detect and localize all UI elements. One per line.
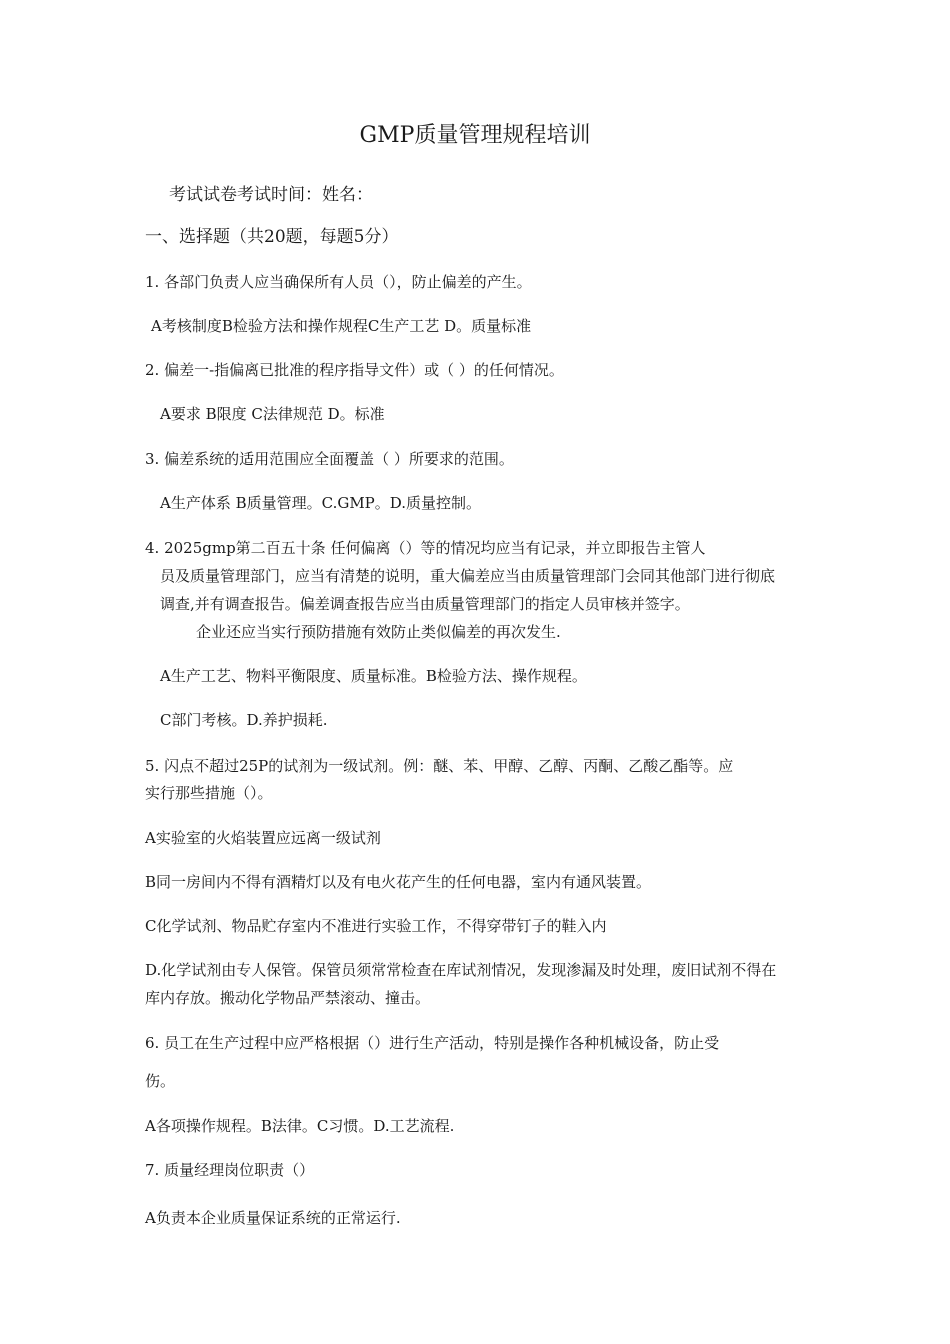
question-5-option-d-line-1: D.化学试剂由专人保管。保管员须常常检查在库试剂情况，发现渗漏及时处理，废旧试剂不得在 — [145, 961, 777, 979]
question-5-option-b: B同一房间内不得有酒精灯以及有电火花产生的任何电器，室内有通风装置。 — [145, 873, 652, 891]
question-5-option-a: A实验室的火焰装置应远离一级试剂 — [145, 829, 381, 847]
question-7-stem: 7. 质量经理岗位职责（） — [145, 1161, 315, 1179]
question-3-stem: 3. 偏差系统的适用范围应全面覆盖（ ）所要求的范围。 — [145, 450, 514, 468]
document-title: GMP质量管理规程培训 — [359, 123, 591, 148]
question-2-options: A要求 B限度 C法律规范 D。标准 — [160, 405, 385, 423]
question-4-stem-line-1: 4. 2025gmp第二百五十条 任何偏离（）等的情况均应当有记录，并立即报告主管人 — [145, 539, 706, 557]
question-4-options-line-1: A生产工艺、物料平衡限度、质量标准。B检验方法、操作规程。 — [160, 667, 587, 685]
question-1-stem: 1. 各部门负责人应当确保所有人员（），防止偏差的产生。 — [145, 273, 532, 291]
question-4-options-line-2: C部门考核。D.养护损耗. — [160, 711, 328, 729]
question-4-stem-line-3: 调查,并有调查报告。偏差调查报告应当由质量管理部门的指定人员审核并签字。 — [160, 595, 690, 613]
question-2-stem: 2. 偏差一-指偏离已批准的程序指导文件）或（ ）的任何情况。 — [145, 361, 564, 379]
question-5-stem-line-1: 5. 闪点不超过25P的试剂为一级试剂。例：醚、苯、甲醇、乙醇、丙酮、乙酸乙酯等。应 — [145, 757, 734, 775]
question-4-stem-line-4: 企业还应当实行预防措施有效防止类似偏差的再次发生. — [196, 623, 561, 641]
question-5-option-d-line-2: 库内存放。搬动化学物品严禁滚动、撞击。 — [145, 989, 431, 1007]
question-5-option-c: C化学试剂、物品贮存室内不准进行实验工作，不得穿带钉子的鞋入内 — [145, 917, 607, 935]
question-6-stem-line-2: 伤。 — [145, 1072, 176, 1090]
section-heading: 一、选择题（共20题，每题5分） — [145, 227, 399, 247]
question-4-stem-line-2: 员及质量管理部门，应当有清楚的说明，重大偏差应当由质量管理部门会同其他部门进行彻底 — [160, 567, 776, 585]
question-6-stem-line-1: 6. 员工在生产过程中应严格根据（）进行生产活动，特别是操作各种机械设备，防止受 — [145, 1034, 720, 1052]
question-7-option-a: A负责本企业质量保证系统的正常运行. — [145, 1209, 401, 1227]
question-6-options: A各项操作规程。B法律。C习惯。D.工艺流程. — [145, 1117, 455, 1135]
question-1-options: A考核制度B检验方法和操作规程C生产工艺 D。质量标准 — [151, 317, 532, 335]
question-3-options: A生产体系 B质量管理。C.GMP。D.质量控制。 — [160, 494, 482, 512]
question-5-stem-line-2: 实行那些措施（）。 — [145, 784, 273, 802]
exam-info-line: 考试试卷考试时间：姓名： — [169, 185, 373, 205]
